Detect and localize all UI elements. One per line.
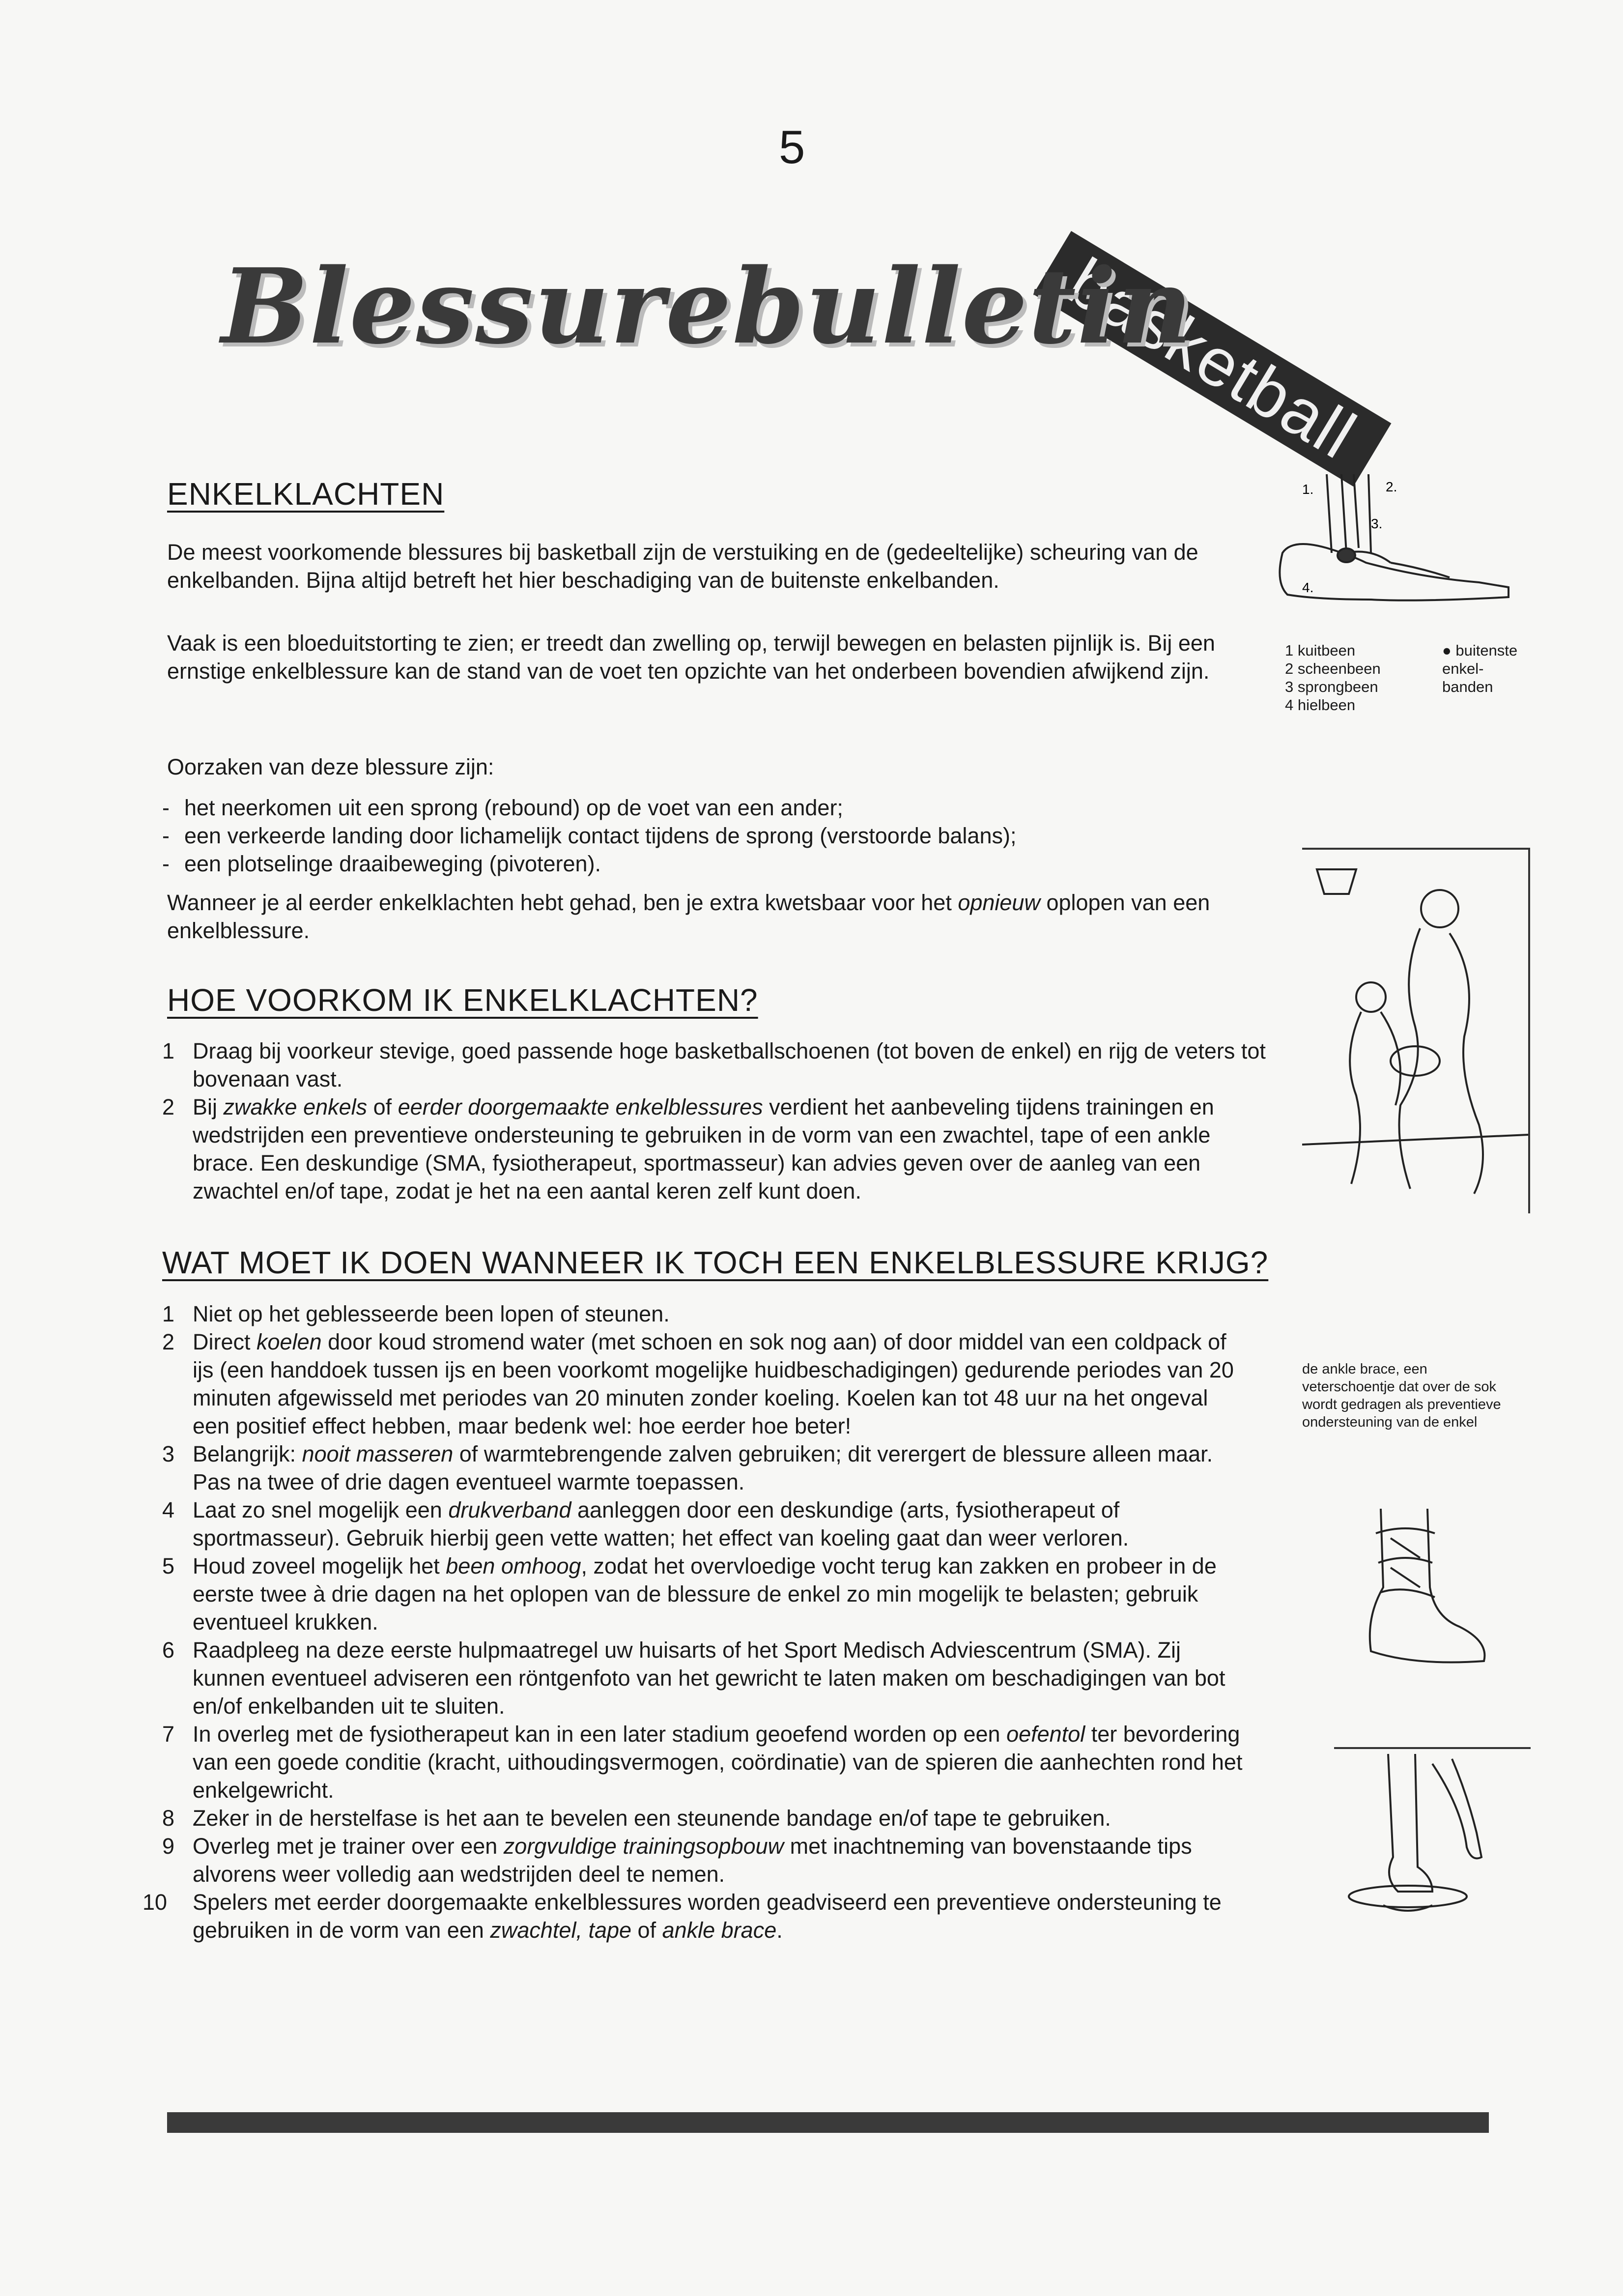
foot-bones-figure	[1273, 469, 1528, 617]
foot-legend-right: ● buitenste enkel- banden	[1442, 642, 1518, 695]
heading-prevention: HOE VOORKOM IK ENKELKLACHTEN?	[167, 982, 758, 1018]
list-item: - het neerkomen uit een sprong (rebound) op de voet van een ander;	[162, 795, 843, 820]
list-item: 6 Raadpleeg na deze eerste hulpmaatregel uw huisarts of het Sport Medisch Adviescentrum (SMA). Zij kunnen eventueel adviseren een röntgenfoto van het gewricht te laten maken om beschadigingen van bot en/of enkelbanden uit te sluiten.	[162, 1637, 1225, 1719]
list-item: 4 Laat zo snel mogelijk een drukverband aanleggen door een deskundige (arts, fysiotherapeut of sportmasseur). Gebruik hierbij geen vette watten; het effect van koeling gaat dan weer verloren.	[162, 1497, 1129, 1550]
list-item: 1 Niet op het geblesseerde been lopen of steunen.	[162, 1301, 670, 1326]
causes-list	[162, 794, 1263, 878]
ankle-brace-caption: de ankle brace, een veterschoentje dat over de sok wordt gedragen als preventieve ondersteuning van de enkel	[1302, 1361, 1501, 1430]
list-item: 3 Belangrijk: nooit masseren of warmtebrengende zalven gebruiken; dit verergert de blessure alleen maar. Pas na twee of drie dagen eventueel warmte toepassen.	[162, 1441, 1213, 1494]
list-item: 2 Direct koelen door koud stromend water (met schoen en sok nog aan) of door middel van een coldpack of ijs (een handdoek tussen ijs en been voorkomt mogelijke huidbeschadigingen) gedurende periodes van 20 minuten afgewisseld met periodes van 20 minuten zonder koeling. Koelen kan tot 48 uur na het ongeval een positief effect hebben, maar bedenk wel: hoe eerder hoe beter!	[162, 1329, 1234, 1438]
treatment-list	[142, 1300, 1243, 1944]
paragraph-symptoms: Vaak is een bloeduitstorting te zien; er treedt dan zwelling op, terwijl bewegen en belasten pijnlijk is. Bij een ernstige enkelblessure kan de stand van de voet ten opzichte van het onderbeen bovendien afwijkend zijn.	[167, 631, 1215, 684]
causes-intro: Oorzaken van deze blessure zijn:	[167, 754, 494, 779]
basketball-players-figure	[1302, 848, 1530, 1213]
figure-label: 4.	[1302, 580, 1314, 595]
list-item: 9 Overleg met je trainer over een zorgvuldige trainingsopbouw met inachtneming van bovenstaande tips alvorens weer volledig aan wedstrijden deel te nemen.	[162, 1834, 1192, 1887]
paragraph-recurrence: Wanneer je al eerder enkelklachten hebt gehad, ben je extra kwetsbaar voor het opnieuw oplopen van een enkelblessure.	[167, 890, 1210, 943]
figure-label: 3.	[1371, 516, 1383, 531]
list-item: 5 Houd zoveel mogelijk het been omhoog, zodat het overvloedige vocht terug kan zakken en probeer in de eerste twee à drie dagen na het oplopen van de blessure de enkel zo min mogelijk te belasten; gebruik eventueel krukken.	[162, 1553, 1217, 1635]
list-item: - een verkeerde landing door lichamelijk contact tijdens de sprong (verstoorde balans);	[162, 823, 1017, 848]
list-item: 7 In overleg met de fysiotherapeut kan in een later stadium geoefend worden op een oefentol ter bevordering van een goede conditie (kracht, uithoudingsvermogen, coördinatie) van de spieren die aanhechten rond het enkelgewricht.	[162, 1722, 1243, 1803]
paragraph-intro: De meest voorkomende blessures bij basketball zijn de verstuiking en de (gedeeltelijke) scheuring van de enkelbanden. Bijna altijd betreft het hier beschadiging van de buitenste enkelbanden.	[167, 540, 1198, 593]
ankle-brace-figure	[1337, 1504, 1499, 1681]
bottom-rule	[167, 2112, 1489, 2133]
blessurebulletin-logo: Blessurebulletin	[221, 246, 1194, 367]
balance-board-figure	[1334, 1747, 1531, 1936]
basketball-tag: basketball	[1033, 231, 1392, 487]
prevention-list	[162, 1037, 1268, 1205]
list-item: 8 Zeker in de herstelfase is het aan te bevelen een steunende bandage en/of tape te gebruiken.	[162, 1806, 1111, 1831]
heading-treatment: WAT MOET IK DOEN WANNEER IK TOCH EEN ENKELBLESSURE KRIJG?	[162, 1245, 1269, 1280]
page-number: 5	[779, 121, 805, 173]
list-item: 10 Spelers met eerder doorgemaakte enkelblessures worden geadviseerd een preventieve ondersteuning te gebruiken in de vorm van een zwachtel, tape of ankle brace.	[142, 1890, 1222, 1943]
figure-label: 2.	[1386, 479, 1397, 494]
list-item: 2 Bij zwakke enkels of eerder doorgemaakte enkelblessures verdient het aanbeveling tijdens trainingen en wedstrijden een preventieve ondersteuning te gebruiken in de vorm van een zwachtel, tape of een ankle brace. Een deskundige (SMA, fysiotherapeut, sportmasseur) kan advies geven over de aanleg van een zwachtel en/of tape, zodat je het na een aantal keren zelf kunt doen.	[162, 1094, 1214, 1204]
list-item: - een plotselinge draaibeweging (pivoteren).	[162, 851, 601, 876]
figure-label: 1.	[1302, 482, 1314, 497]
foot-legend: 1 kuitbeen 2 scheenbeen 3 sprongbeen 4 hielbeen	[1285, 642, 1381, 714]
heading-enkelklachten: ENKELKLACHTEN	[167, 476, 445, 512]
list-item: 1 Draag bij voorkeur stevige, goed passende hoge basketballschoenen (tot boven de enkel) en rijg de veters tot bovenaan vast.	[162, 1038, 1266, 1091]
